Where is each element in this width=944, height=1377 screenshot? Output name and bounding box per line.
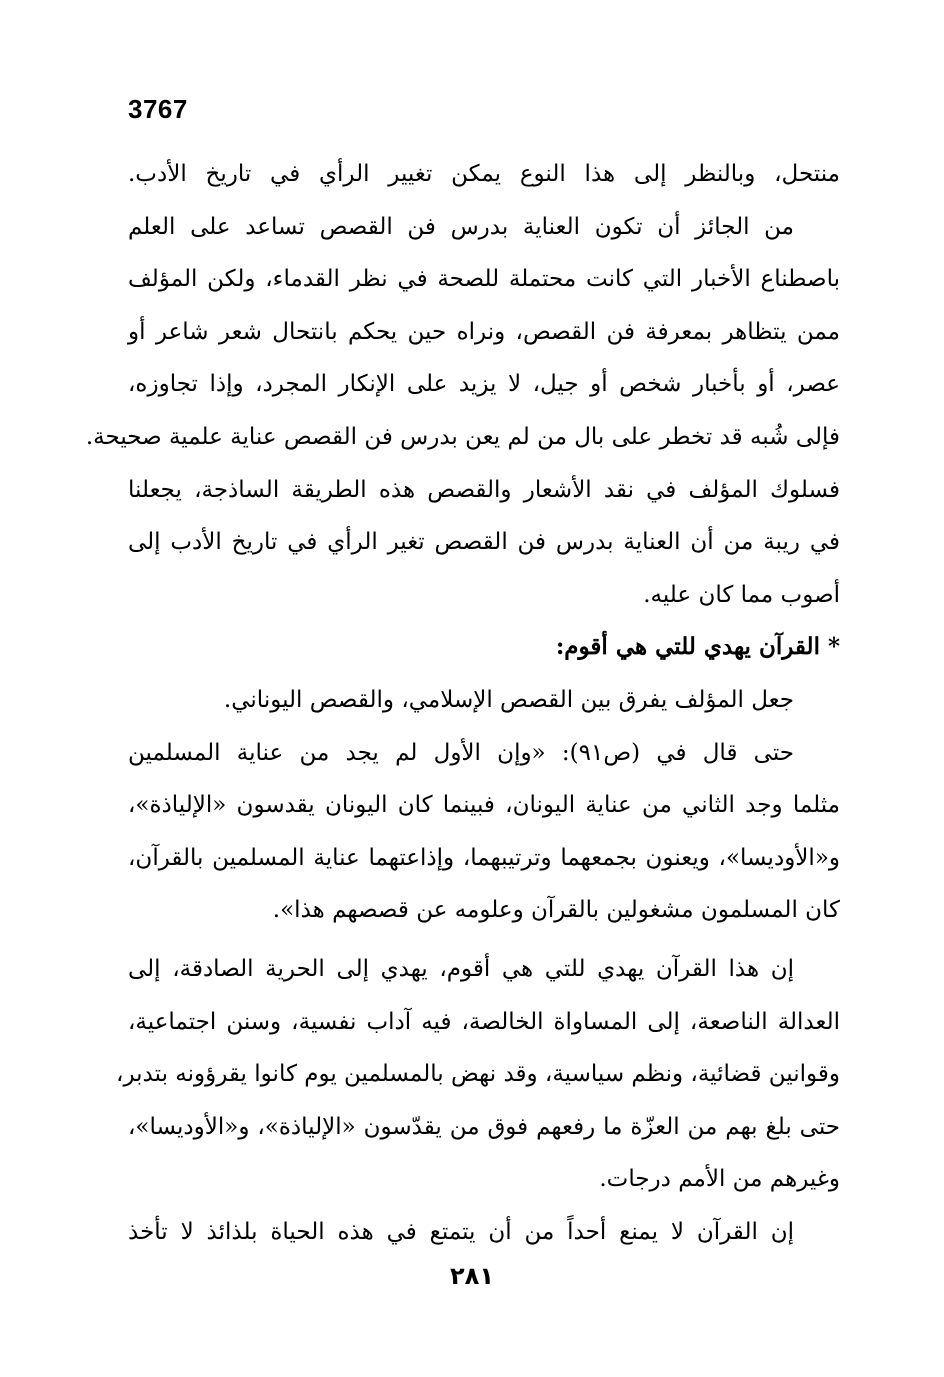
page-id-label: 3767 <box>128 94 188 124</box>
text-line: وقوانين قضائية، ونظم سياسية، وقد نهض بالمسلمين يوم كانوا يقرؤونه بتدبر، <box>116 1061 840 1088</box>
text-line: وغيرهم من الأمم درجات. <box>599 1166 840 1193</box>
text-line: حتى بلغ بهم من العزّة ما رفعهم فوق من يقدّسون «الإلياذة»، و«الأوديسا»، <box>128 1113 840 1140</box>
text-line: حتى قال في (ص٩١): «وإن الأول لم يجد من عناية المسلمين <box>128 739 795 766</box>
body-text <box>85 148 840 1258</box>
text-line: جعل المؤلف يفرق بين القصص الإسلامي، والقصص اليوناني. <box>223 686 794 713</box>
text-line: العدالة الناصعة، إلى المساواة الخالصة، فيه آداب نفسية، وسنن اجتماعية، <box>128 1008 840 1035</box>
text-line: باصطناع الأخبار التي كانت محتملة للصحة في نظر القدماء، ولكن المؤلف <box>128 266 840 293</box>
text-line: إن القرآن لا يمنع أحداً من أن يتمتع في هذه الحياة بلذائذ لا تأخذ <box>128 1218 794 1245</box>
text-line: فإلى شُبه قد تخطر على بال من لم يعن بدرس فن القصص عناية علمية صحيحة. <box>85 423 840 450</box>
text-line: و«الأوديسا»، ويعنون بجمعهما وترتيبهما، وإذاعتهما عناية المسلمين بالقرآن، <box>128 844 840 871</box>
section-heading: * القرآن يهدي للتي هي أقوم: <box>555 633 840 661</box>
text-line: ممن يتظاهر بمعرفة فن القصص، ونراه حين يحكم بانتحال شعر شاعر أو <box>128 318 840 345</box>
text-line: مثلما وجد الثاني من عناية اليونان، فبينما كان اليونان يقدسون «الإلياذة»، <box>128 792 840 819</box>
text-line: كان المسلمون مشغولين بالقرآن وعلومه عن قصصهم هذا». <box>272 897 840 924</box>
text-line: منتحل، وبالنظر إلى هذا النوع يمكن تغيير الرأي في تاريخ الأدب. <box>128 161 840 187</box>
text-line: من الجائز أن تكون العناية بدرس فن القصص تساعد على العلم <box>128 213 794 240</box>
page-number: ٢٨١ <box>450 1262 494 1290</box>
text-line: فسلوك المؤلف في نقد الأشعار والقصص هذه الطريقة الساذجة، يجعلنا <box>128 476 840 503</box>
text-line: أصوب مما كان عليه. <box>643 581 840 608</box>
text-line: إن هذا القرآن يهدي للتي هي أقوم، يهدي إلى الحرية الصادقة، إلى <box>128 955 794 982</box>
text-line: في ريبة من أن العناية بدرس فن القصص تغير الرأي في تاريخ الأدب إلى <box>128 529 840 556</box>
text-line: عصر، أو بأخبار شخص أو جيل، لا يزيد على الإنكار المجرد، وإذا تجاوزه، <box>128 371 840 398</box>
